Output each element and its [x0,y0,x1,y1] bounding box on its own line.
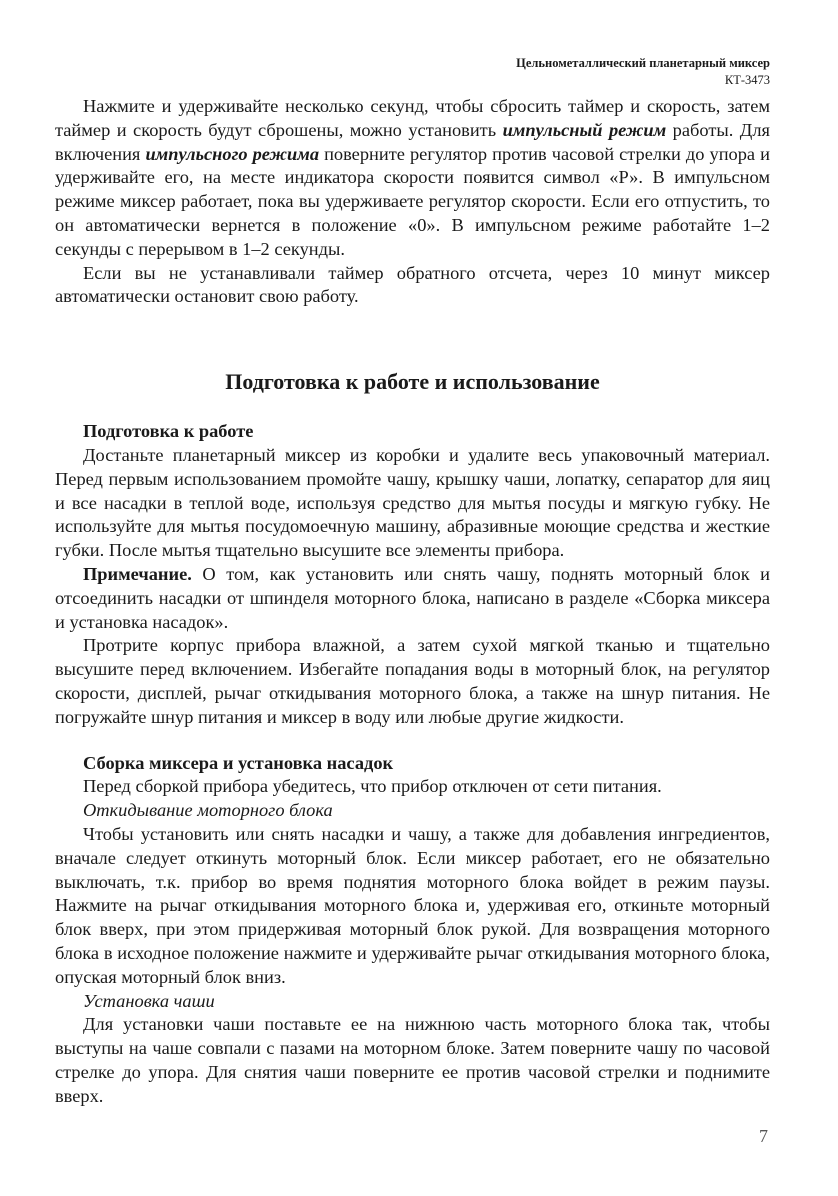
note-label: Примечание. [83,563,192,584]
section-title: Подготовка к работе и использование [225,369,600,395]
note-text: О том, как установить или снять чашу, поднять моторный блок и отсоединить насадки от шпинделя моторного блока, написано в разделе «Сборка миксера и установка насадок». [55,563,770,632]
prep-note-paragraph [55,563,770,634]
prep-heading: Подготовка к работе [83,421,254,442]
page-content [55,95,770,1108]
intro-p1-emphasis-1: импульсный режим [502,119,667,140]
header-model: КТ-3473 [724,73,770,87]
running-header [516,55,770,89]
page-number: 7 [759,1126,768,1146]
assembly-paragraph-1: Перед сборкой прибора убедитесь, что прибор отключен от сети питания. [83,776,662,797]
assembly-heading: Сборка миксера и установка насадок [83,752,394,773]
intro-p1-text-a: Нажмите и удерживайте несколько секунд, чтобы сбросить таймер и скорость, затем таймер и скорость будут сброшены, можно установить [55,96,770,140]
assembly-subheading-bowl: Установка чаши [83,990,215,1011]
intro-paragraph-2: Если вы не устанавливали таймер обратного отсчета, через 10 минут миксер автоматически остановит свою работу. [55,262,770,307]
header-product-title: Цельнометаллический планетарный миксер [516,56,770,70]
intro-p1-text-c: работы. Для включения [55,119,770,164]
assembly-paragraph-2: Чтобы установить или снять насадки и чашу, а также для добавления ингредиентов, вначале следует откинуть моторный блок. Если миксер работает, его не обязательно выключать, т.к. прибор во время поднятия моторного блока войдет в режим паузы. Нажмите на рычаг откидывания моторного блока и, удерживая его, откиньте моторный блок вверх, при этом придерживая моторный блок рукой. Для возвращения моторного блока в исходное положение нажмите и удерживайте рычаг откидывания моторного блока, опуская моторный блок вниз. [55,823,770,987]
prep-paragraph-1: Достаньте планетарный миксер из коробки и удалите весь упаковочный материал. Перед первым использованием промойте чашу, крышку чаши, лопатку, сепаратор для яиц и все насадки в теплой воде, используя средство для мытья посуды и мягкую губку. Не используйте для мытья посудомоечную машину, абразивные моющие средства и жесткие губки. После мытья тщательно высушите все элементы прибора. [55,444,770,561]
intro-p1-text-e: поверните регулятор против часовой стрелки до упора и удерживайте его, на месте индикатора скорости появится символ «Р». В импульсном режиме миксер работает, пока вы удерживаете регулятор скорости. Если его отпустить, то он автоматически вернется в положение «0». В импульсном режиме работайте 1–2 секунды с перерывом в 1–2 секунды. [55,143,770,259]
prep-paragraph-3: Протрите корпус прибора влажной, а затем сухой мягкой тканью и тщательно высушите перед включением. Избегайте попадания воды в моторный блок, на регулятор скорости, дисплей, рычаг откидывания моторного блока, а также на шнур питания. Не погружайте шнур питания и миксер в воду или любые другие жидкости. [55,635,770,727]
intro-paragraph-1 [55,95,770,262]
assembly-paragraph-3: Для установки чаши поставьте ее на нижнюю часть моторного блока так, чтобы выступы на чаше совпали с пазами на моторном блоке. Затем поверните чашу по часовой стрелке до упора. Для снятия чаши поверните ее против часовой стрелки и поднимите вверх. [55,1014,770,1106]
assembly-subheading-motor-block: Откидывание моторного блока [83,800,333,821]
intro-p1-emphasis-2: импульсного режима [145,143,320,164]
